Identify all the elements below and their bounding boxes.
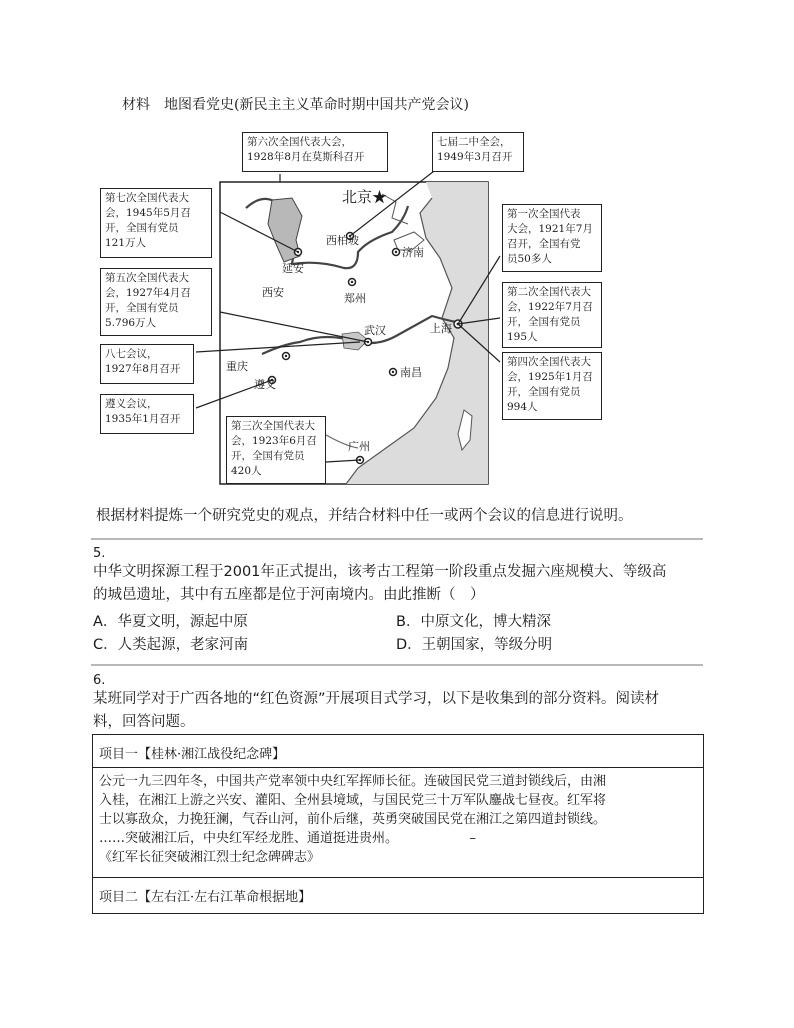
project-1-line: 入桂，在湘江上游之兴安、灌阳、全州县境域，与国民党三十万军队鏖战七昼夜。红军将: [99, 793, 607, 808]
project-1-line: ……突破湘江后，中央红军经龙胜、通道挺进贵州。 –: [99, 831, 477, 846]
project-1-line: 公元一九三四年冬，中国共产党率领中央红军挥师长征。连破国民党三道封锁线后，由湘: [99, 774, 607, 789]
city-label-wuhan: 武汉: [364, 324, 386, 337]
project-1-source: 《红军长征突破湘江烈士纪念碑碑志》: [99, 850, 321, 865]
city-label-zhengzhou: 郑州: [344, 292, 366, 305]
city-label-jinan: 济南: [402, 246, 424, 259]
city-label-shanghai: 上海: [430, 322, 452, 335]
project-1-title: 项目一【桂林·湘江战役纪念碑】: [99, 747, 286, 762]
callout-fourth-congress: 第四次全国代表大 会，1925年1月召 开，全国有党员 994人: [502, 352, 602, 420]
callout-august7-meeting: 八七会议， 1927年8月召开: [100, 344, 194, 384]
question-6-number: 6.: [93, 673, 106, 688]
callout-third-congress: 第三次全国代表大 会，1923年6月召 开，全国有党员 420人: [226, 416, 326, 484]
question-5-number: 5.: [93, 546, 106, 561]
divider-1: [91, 538, 703, 540]
question-5-option-a[interactable]: A．华夏文明，源起中原: [93, 614, 248, 630]
callout-seventh-second-plenary: 七届二中全会， 1949年3月召开: [432, 132, 524, 172]
city-label-guangzhou: 广州: [348, 440, 370, 453]
callout-second-congress: 第二次全国代表大 会，1922年7月召 开，全国有党员 195人: [502, 282, 602, 348]
question-6-stem-line1: 某班同学对于广西各地的“红色资源”开展项目式学习，以下是收集到的部分资料。阅读材: [93, 691, 660, 707]
question-6-stem-line2: 料，回答问题。: [93, 714, 195, 730]
city-label-beijing: 北京★: [342, 188, 388, 206]
question-5-stem-line1: 中华文明探源工程于2001年正式提出，该考古工程第一阶段重点发掘六座规模大、等级高: [93, 564, 667, 580]
city-label-xibaipo: 西柏坡: [326, 234, 359, 247]
callout-fifth-congress: 第五次全国代表大 会，1927年4月召 开，全国有党员 5.796万人: [100, 268, 212, 336]
city-label-xian: 西安: [262, 286, 284, 299]
city-label-nanchang: 南昌: [400, 366, 422, 379]
city-label-zunyi: 遵义: [254, 378, 276, 391]
city-label-yanan: 延安: [282, 262, 304, 275]
callout-zunyi-meeting: 遵义会议， 1935年1月召开: [100, 394, 194, 434]
project-1-body: [92, 767, 704, 878]
material-title: 材料 地图看党史(新民主主义革命时期中国共产党会议): [122, 97, 469, 113]
callout-seventh-congress: 第七次全国代表大 会，1945年5月召 开，全国有党员 121万人: [100, 188, 212, 258]
callout-first-congress: 第一次全国代表 大会，1921年7月 召开，全国有党 员50多人: [502, 204, 602, 272]
question-5-stem-line2: 的城邑遗址，其中有五座都是位于河南境内。由此推断（ ）: [93, 587, 485, 603]
project-2-title: 项目二【左右江·左右江革命根据地】: [99, 890, 312, 905]
project-1-header: [92, 734, 704, 768]
city-label-chongqing: 重庆: [226, 360, 248, 373]
party-history-map: [96, 128, 593, 490]
callout-sixth-congress: 第六次全国代表大会， 1928年8月在莫斯科召开: [242, 132, 388, 172]
question-5-option-b[interactable]: B．中原文化，博大精深: [396, 614, 551, 630]
question-5-option-d[interactable]: D．王朝国家，等级分明: [396, 637, 553, 653]
divider-2: [91, 664, 703, 666]
question-4-prompt: 根据材料提炼一个研究党史的观点，并结合材料中任一或两个会议的信息进行说明。: [96, 508, 633, 524]
project-1-line: 士以寡敌众，力挽狂澜，气吞山河，前仆后继，英勇突破国民党在湘江之第四道封锁线。: [99, 812, 607, 827]
project-2-header: [92, 878, 704, 914]
question-5-option-c[interactable]: C．人类起源，老家河南: [93, 637, 249, 653]
